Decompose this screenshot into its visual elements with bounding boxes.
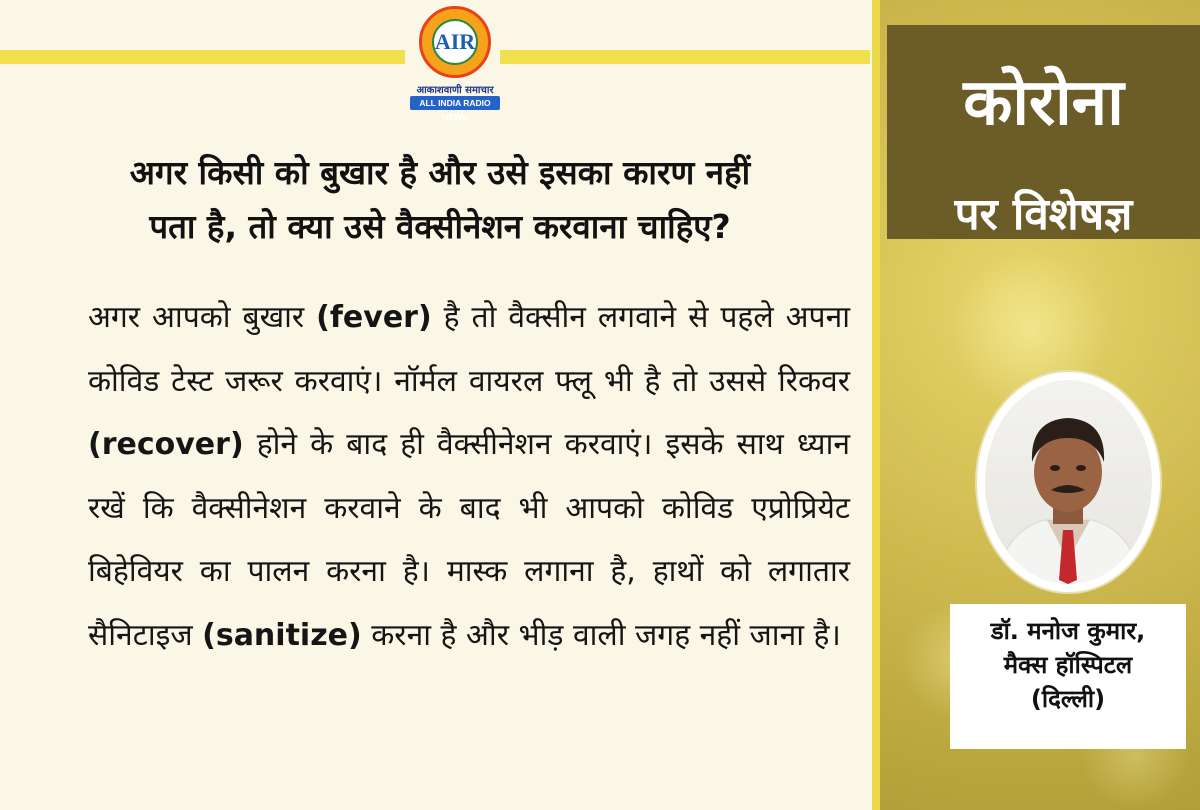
logo-english-caption: ALL INDIA RADIO NEWS <box>410 96 500 110</box>
topic-banner <box>887 25 1200 239</box>
question-line-2: पता है, तो क्या उसे वैक्सीनेशन करवाना चाहिए? <box>149 207 731 246</box>
logo-emblem-text: AIR <box>432 19 478 65</box>
logo-emblem-icon <box>419 6 491 78</box>
expert-city: (दिल्ली) <box>1030 685 1106 713</box>
accent-stripe-right <box>500 50 870 64</box>
expert-portrait-icon <box>985 380 1152 584</box>
expert-photo-frame <box>977 372 1160 592</box>
logo-hindi-caption: आकाशवाणी समाचार <box>416 85 494 96</box>
answer-term-sanitize: (sanitize) <box>202 617 362 653</box>
answer-part-2: है तो वैक्सीन लगवाने से पहले अपना कोविड टेस्ट जरूर करवाएं। नॉर्मल वायरल फ्लू भी है तो उससे रिकवर <box>88 300 850 399</box>
question-heading <box>40 146 840 254</box>
expert-name-box <box>950 604 1186 749</box>
expert-photo <box>985 380 1152 584</box>
accent-stripe-left <box>0 50 405 64</box>
expert-name: डॉ. मनोज कुमार, <box>990 617 1146 645</box>
air-news-logo <box>408 6 502 122</box>
answer-part-1: अगर आपको बुखार <box>88 300 317 335</box>
banner-title-line-2: पर विशेषज्ञ <box>954 189 1133 240</box>
answer-term-recover: (recover) <box>88 427 244 462</box>
expert-hospital: मैक्स हॉस्पिटल <box>1003 651 1133 679</box>
answer-part-3: होने के बाद ही वैक्सीनेशन करवाएं। इसके साथ ध्यान रखें कि वैक्सीनेशन करवाने के बाद भी आपको कोविड एप्रोप्रियेट बिहेवियर का पालन करना है। मास्क लगाना है, हाथों को लगातार सैनिटाइज <box>88 427 850 653</box>
answer-text <box>88 286 850 667</box>
banner-title-line-1: कोरोना <box>963 66 1124 140</box>
answer-term-fever: (fever) <box>316 300 432 335</box>
answer-part-4: करना है और भीड़ वाली जगह नहीं जाना है। <box>361 617 841 653</box>
question-line-1: अगर किसी को बुखार है और उसे इसका कारण नहीं <box>129 153 751 192</box>
answer-paragraph <box>88 286 850 667</box>
